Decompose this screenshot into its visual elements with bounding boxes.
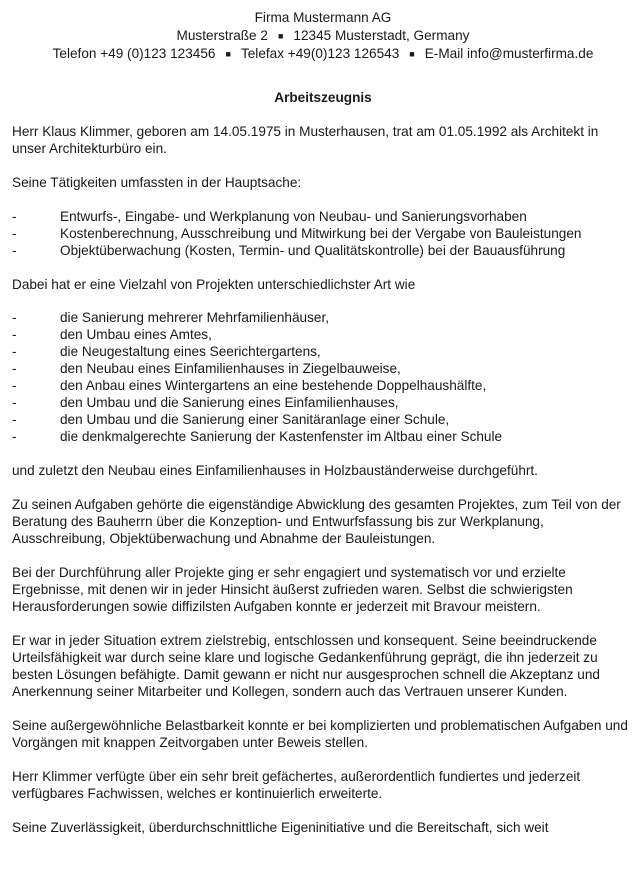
- document-page: [12, 9, 634, 836]
- company-name: Firma Mustermann AG: [254, 10, 392, 25]
- list-item-text: Entwurfs-, Eingabe- und Werkplanung von Neubau- und Sanierungsvorhaben: [60, 208, 527, 224]
- list-item: [12, 428, 634, 445]
- separator-square: ■: [409, 49, 415, 59]
- body-paragraph: Seine Zuverlässigkeit, überdurchschnittliche Eigeninitiative und die Bereitschaft, sich weit: [12, 819, 549, 835]
- list-item-text: den Anbau eines Wintergartens an eine bestehende Doppelhaushälfte,: [60, 377, 487, 393]
- projects-heading: Dabei hat er eine Vielzahl von Projekten unterschiedlichster Art wie: [12, 276, 416, 292]
- list-item: [12, 326, 634, 343]
- bullet-dash: -: [12, 326, 17, 342]
- bullet-dash: -: [12, 377, 17, 393]
- list-item-text: Kostenberechnung, Ausschreibung und Mitwirkung bei der Vergabe von Bauleistungen: [60, 225, 582, 241]
- separator-square: ■: [277, 30, 284, 41]
- company-address: [12, 27, 634, 46]
- list-item: [12, 309, 634, 326]
- bullet-dash: -: [12, 242, 17, 258]
- bullet-dash: -: [12, 411, 17, 427]
- list-item-text: den Umbau und die Sanierung eines Einfamilienhauses,: [60, 394, 399, 410]
- body-paragraph: Seine außergewöhnliche Belastbarkeit konnte er bei komplizierten und problematischen Aufgaben und Vorgängen mit knappen Zeitvorgaben unter Beweis stellen.: [12, 717, 628, 750]
- tasks-list: [12, 208, 634, 259]
- projects-list: [12, 309, 634, 445]
- body-paragraph: und zuletzt den Neubau eines Einfamilienhauses in Holzbauständerweise durchgeführt.: [12, 462, 538, 478]
- list-item-text: die denkmalgerechte Sanierung der Kastenfenster im Altbau einer Schule: [60, 428, 503, 444]
- address-street: Musterstraße 2: [176, 27, 268, 43]
- list-item: [12, 208, 634, 225]
- bullet-dash: -: [12, 360, 17, 376]
- body-paragraph: Bei der Durchführung aller Projekte ging er sehr engagiert und systematisch vor und erzielte Ergebnisse, mit denen wir in jeder Hinsicht äußerst zufrieden waren. Selbst die schwierigsten Herausforderungen sowie diffizilsten Aufgaben konnte er jederzeit mit Bravour meistern.: [12, 564, 573, 614]
- company-contact: [12, 45, 634, 64]
- address-city: 12345 Musterstadt, Germany: [293, 27, 470, 43]
- list-item: [12, 360, 634, 377]
- contact-phone: Telefon +49 (0)123 123456: [52, 46, 216, 61]
- contact-fax: Telefax +49(0)123 126543: [240, 46, 400, 61]
- list-item-text: den Umbau eines Amtes,: [60, 326, 212, 342]
- bullet-dash: -: [12, 428, 17, 444]
- list-item: [12, 343, 634, 360]
- bullet-dash: -: [12, 208, 17, 224]
- bullet-dash: -: [12, 394, 17, 410]
- body-paragraph: Zu seinen Aufgaben gehörte die eigenständige Abwicklung des gesamten Projektes, zum Teil von der Beratung des Bauherrn über die Konzeption- und Entwurfsfassung bis zur Werkplanung, Ausschreibung, Objektüberwachung und Abnahme der Bauleistungen.: [12, 496, 621, 546]
- body-paragraph: Er war in jeder Situation extrem zielstrebig, entschlossen und konsequent. Seine beeindruckende Urteilsfähigkeit war durch seine klare und logische Gedankenführung geprägt, die ihn jederzeit zu besten Lösungen befähigte. Damit gewann er nicht nur ausgesprochen schnell die Akzeptanz und Anerkennung seiner Mitarbeiter und Kollegen, sondern auch das Vertrauen unserer Kunden.: [12, 632, 600, 699]
- list-item-text: Objektüberwachung (Kosten, Termin- und Qualitätskontrolle) bei der Bauausführung: [60, 242, 566, 258]
- contact-email: E-Mail info@musterfirma.de: [424, 46, 594, 61]
- list-item: [12, 411, 634, 428]
- bullet-dash: -: [12, 343, 17, 359]
- separator-square: ■: [225, 49, 231, 59]
- list-item-text: den Neubau eines Einfamilienhauses in Ziegelbauweise,: [60, 360, 401, 376]
- list-item-text: den Umbau und die Sanierung einer Sanitäranlage einer Schule,: [60, 411, 450, 427]
- intro-paragraph: Herr Klaus Klimmer, geboren am 14.05.1975 in Musterhausen, trat am 01.05.1992 als Architekt in unser Architekturbüro ein.: [12, 123, 599, 156]
- letterhead: [12, 9, 634, 64]
- bullet-dash: -: [12, 225, 17, 241]
- list-item: [12, 242, 634, 259]
- list-item: [12, 225, 634, 242]
- list-item: [12, 394, 634, 411]
- tasks-heading: Seine Tätigkeiten umfassten in der Hauptsache:: [12, 174, 302, 190]
- list-item-text: die Sanierung mehrerer Mehrfamilienhäuser,: [60, 309, 329, 325]
- bullet-dash: -: [12, 309, 17, 325]
- document-title: Arbeitszeugnis: [274, 89, 372, 105]
- list-item-text: die Neugestaltung eines Seerichtergartens,: [60, 343, 321, 359]
- list-item: [12, 377, 634, 394]
- body-paragraph: Herr Klimmer verfügte über ein sehr breit gefächertes, außerordentlich fundiertes und jederzeit verfügbares Fachwissen, welches er kontinuierlich erweiterte.: [12, 768, 581, 801]
